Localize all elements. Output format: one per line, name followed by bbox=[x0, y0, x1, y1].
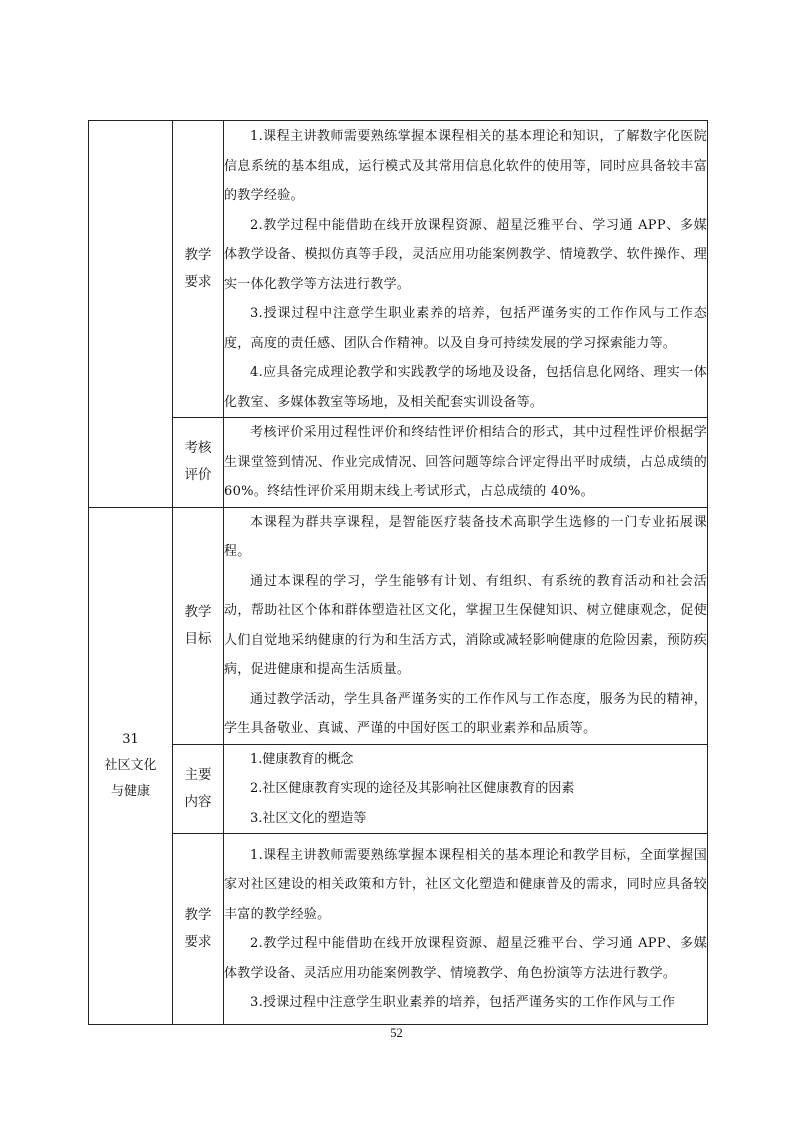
table-row bbox=[89, 418, 708, 508]
row-label-goals: 教学 目标 bbox=[173, 507, 224, 744]
row-label-requirements: 教学 要求 bbox=[173, 121, 224, 418]
requirement-item: 3.授课过程中注意学生职业素养的培养，包括严谨务实的工作作风与工作态度，高度的责任感、团队合作精神。以及自身可持续发展的学习探索能力等。 bbox=[224, 306, 707, 351]
table-row bbox=[89, 121, 708, 418]
goals-cell bbox=[224, 507, 708, 744]
row-label-requirements: 教学 要求 bbox=[173, 834, 224, 1025]
assessment-cell bbox=[224, 418, 708, 508]
course-name-cell-empty bbox=[89, 121, 173, 508]
table-row bbox=[89, 744, 708, 834]
row-label-assessment: 考核 评价 bbox=[173, 418, 224, 508]
content-item: 1.健康教育的概念 bbox=[250, 751, 354, 767]
goal-paragraph: 通过本课程的学习，学生能够有计划、有组织、有系统的教育活动和社会活动，帮助社区个体和群体塑造社区文化，掌握卫生保健知识、树立健康观念，促使人们自觉地采纳健康的行为和生活方式，消除或减轻影响健康的危险因素，预防疾病，促进健康和提高生活质量。 bbox=[224, 573, 707, 677]
goal-paragraph: 本课程为群共享课程，是智能医疗装备技术高职学生选修的一门专业拓展课程。 bbox=[224, 514, 707, 559]
course-name-line2: 与健康 bbox=[110, 783, 150, 799]
course-name-cell bbox=[89, 507, 173, 1025]
content-item: 2.社区健康教育实现的途径及其影响社区健康教育的因素 bbox=[250, 781, 575, 796]
goal-paragraph: 通过教学活动，学生具备严谨务实的工作作风与工作态度，服务为民的精神，学生具备敬业、真诚、严谨的中国好医工的职业素养和品质等。 bbox=[224, 691, 707, 736]
page-number: 52 bbox=[390, 1026, 403, 1040]
requirement-item: 1.课程主讲教师需要熟练掌握本课程相关的基本理论和知识，了解数字化医院信息系统的基本组成，运行模式及其常用信息化软件的使用等，同时应具备较丰富的教学经验。 bbox=[224, 129, 707, 203]
course-table bbox=[88, 120, 708, 1025]
requirement-item: 4.应具备完成理论教学和实践教学的场地及设备，包括信息化网络、理实一体化教室、多媒体教室等场地，及相关配套实训设备等。 bbox=[224, 365, 707, 410]
contents-cell bbox=[224, 744, 708, 834]
course-number: 31 bbox=[122, 731, 139, 747]
table-row bbox=[89, 834, 708, 1025]
requirement-item: 2.教学过程中能借助在线开放课程资源、超星泛雅平台、学习通 APP、多媒体教学设备、模拟仿真等手段，灵活应用功能案例教学、情境教学、软件操作、理实一体化教学等方法进行教学。 bbox=[224, 217, 707, 292]
requirements-cell bbox=[224, 834, 708, 1025]
row-label-contents: 主要 内容 bbox=[173, 744, 224, 834]
content-item: 3.社区文化的塑造等 bbox=[250, 810, 367, 826]
requirements-cell bbox=[224, 121, 708, 418]
table-row bbox=[89, 507, 708, 744]
requirement-item: 2.教学过程中能借助在线开放课程资源、超星泛雅平台、学习通 APP、多媒体教学设备、灵活应用功能案例教学、情境教学、角色扮演等方法进行教学。 bbox=[224, 936, 707, 981]
assessment-text: 考核评价采用过程性评价和终结性评价相结合的形式，其中过程性评价根据学生课堂签到情况、作业完成情况、回答问题等综合评定得出平时成绩，占总成绩的 60%。终结性评价采用期末线上考试形式，占总成绩的 40%。 bbox=[224, 425, 707, 499]
requirement-item: 1.课程主讲教师需要熟练掌握本课程相关的基本理论和教学目标，全面掌握国家对社区建设的相关政策和方针，社区文化塑造和健康普及的需求，同时应具备较丰富的教学经验。 bbox=[224, 847, 707, 922]
requirement-item: 3.授课过程中注意学生职业素养的培养，包括严谨务实的工作作风与工作 bbox=[250, 995, 676, 1010]
course-name-line1: 社区文化 bbox=[104, 757, 157, 773]
